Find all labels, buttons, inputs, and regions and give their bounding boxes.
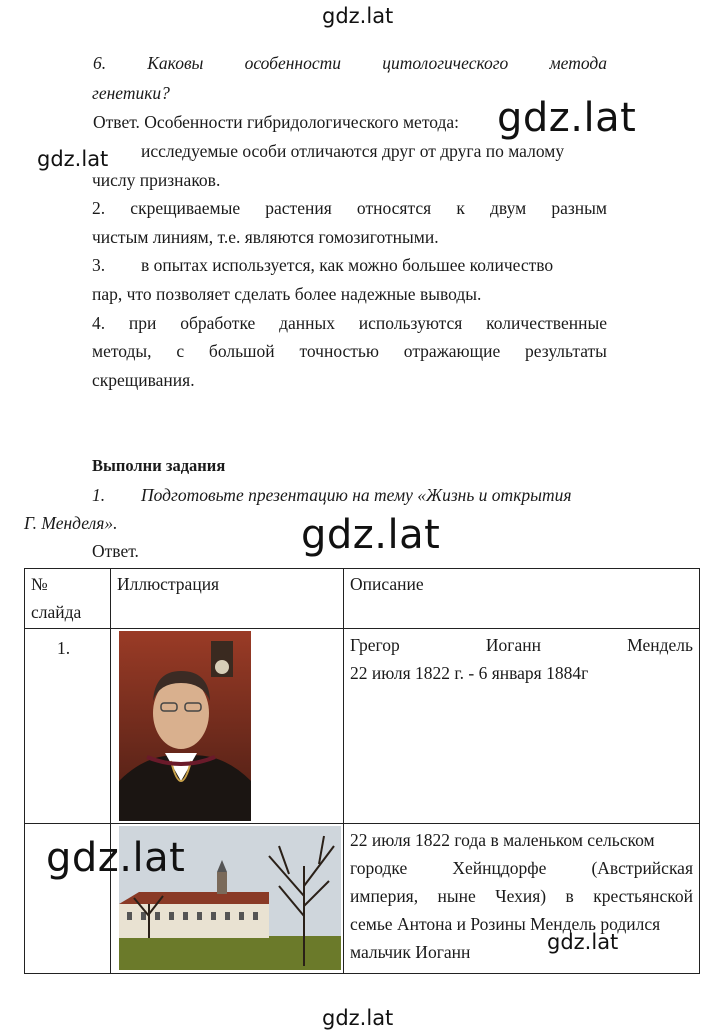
answer-item: скрещивания. [92,370,195,390]
watermark: gdz.lat [322,4,394,28]
table-header-row [25,569,700,629]
header-illustration: Иллюстрация [111,569,344,629]
answer-item: 2. скрещиваемые растения относятся к двум разным [92,198,607,218]
section-heading: Выполни задания [92,456,226,475]
question-line: генетики? [92,83,170,103]
description-cell: 22 июля 1822 года в маленьком сельском городке Хейнцдорфе (Австрийская империя, ныне Чехия) в крестьянской семье Антона и Розины Мендель родился мальчик Иоганн [344,824,700,974]
watermark: gdz.lat [322,1006,394,1030]
watermark: gdz.lat [301,512,441,558]
task-line: Г. Менделя». [24,513,118,533]
answer-label: Ответ. [92,541,139,561]
description-cell: Грегор Иоганн Мендель 22 июля 1822 г. - 6 января 1884г [344,629,700,824]
watermark: gdz.lat [37,147,109,171]
answer-item: пар, что позволяет сделать более надежные выводы. [92,284,482,304]
header-slide-number: № слайда [25,569,111,629]
portrait-image [119,631,251,821]
watermark: gdz.lat [547,930,619,954]
slides-table [24,568,700,974]
watermark: gdz.lat [46,835,186,881]
question-line: 6. Каковы особенности цитологического метода [93,53,607,73]
answer-item: исследуемые особи отличаются друг от друга по малому [141,141,565,161]
illustration-cell [111,629,344,824]
answer-item: чистым линиям, т.е. являются гомозиготными. [92,227,439,247]
answer-item: числу признаков. [92,170,221,190]
table-row [25,629,700,824]
answer-intro: Ответ. Особенности гибридологического метода: [93,112,460,132]
task-line: 1. Подготовьте презентацию на тему «Жизнь и открытия [92,485,572,505]
header-description: Описание [344,569,700,629]
slide-number-cell: 1. [25,629,111,824]
answer-item: 3. в опытах используется, как можно большее количество [92,255,554,275]
watermark: gdz.lat [497,95,637,141]
answer-item: 4. при обработке данных используются количественные [92,313,607,333]
answer-item: методы, с большой точностью отражающие результаты [92,341,607,361]
